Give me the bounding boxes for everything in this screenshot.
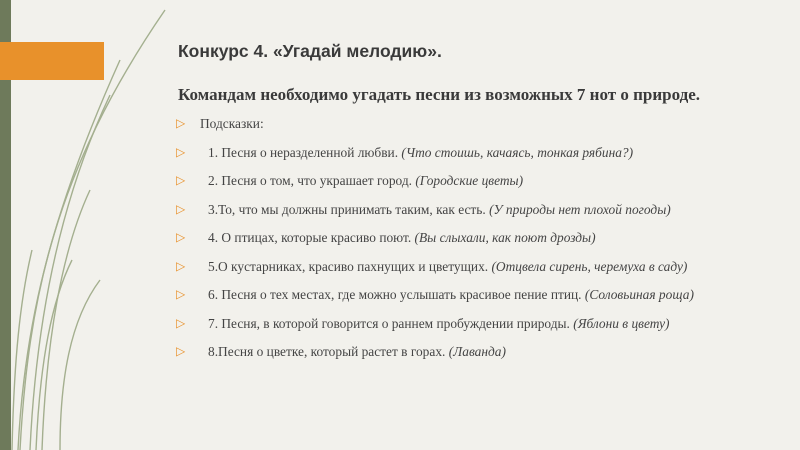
list-item — [178, 314, 768, 333]
hint-answer: (Соловьиная роща) — [584, 287, 694, 302]
list-item — [178, 228, 768, 247]
triangle-bullet-icon: ▷ — [176, 315, 186, 330]
hint-text: 1. Песня о неразделенной любви. — [208, 144, 402, 160]
slide-title: Конкурс 4. «Угадай мелодию». — [178, 41, 442, 61]
list-item — [178, 143, 768, 162]
list-item — [178, 342, 768, 361]
triangle-bullet-icon: ▷ — [176, 201, 186, 216]
hints-label: Подсказки: — [200, 116, 264, 131]
hint-text: 4. О птицах, которые красиво поют. — [208, 230, 415, 245]
list-item — [178, 200, 768, 219]
triangle-bullet-icon: ▷ — [176, 258, 186, 273]
triangle-bullet-icon: ▷ — [176, 230, 186, 244]
hint-answer: (Городские цветы) — [415, 173, 524, 188]
hint-answer: (Яблони в цвету) — [573, 315, 670, 331]
slide-heading: Командам необходимо угадать песни из возможных 7 нот о природе. — [178, 85, 700, 104]
hint-text: 6. Песня о тех местах, где можно услышать красивое пение птиц. — [208, 287, 585, 302]
list-item — [178, 285, 768, 304]
hint-answer: (Лаванда) — [448, 344, 506, 359]
hint-text: 7. Песня, в которой говорится о раннем пробуждении природы. — [208, 315, 574, 331]
hint-answer: (У природы нет плохой погоды) — [489, 201, 671, 217]
hint-answer: (Что стоишь, качаясь, тонкая рябина?) — [401, 144, 634, 160]
triangle-bullet-icon: ▷ — [176, 144, 186, 159]
orange-accent-tab — [0, 42, 104, 80]
triangle-bullet-icon: ▷ — [176, 287, 186, 301]
hint-text: 8.Песня о цветке, который растет в горах. — [208, 344, 449, 359]
hints-list — [178, 114, 768, 371]
hint-text: 2. Песня о том, что украшает город. — [208, 173, 416, 188]
hint-answer: (Вы слыхали, как поют дрозды) — [414, 230, 596, 245]
list-item — [178, 257, 768, 276]
triangle-bullet-icon: ▷ — [176, 116, 186, 130]
hint-answer: (Отцвела сирень, черемуха в саду) — [491, 258, 688, 274]
triangle-bullet-icon: ▷ — [176, 173, 186, 187]
hint-text: 5.О кустарниках, красиво пахнущих и цветущих. — [208, 258, 492, 274]
list-item — [178, 171, 768, 190]
triangle-bullet-icon: ▷ — [176, 344, 186, 358]
hints-label-item — [178, 114, 768, 133]
hint-text: 3.То, что мы должны принимать таким, как есть. — [208, 201, 490, 217]
